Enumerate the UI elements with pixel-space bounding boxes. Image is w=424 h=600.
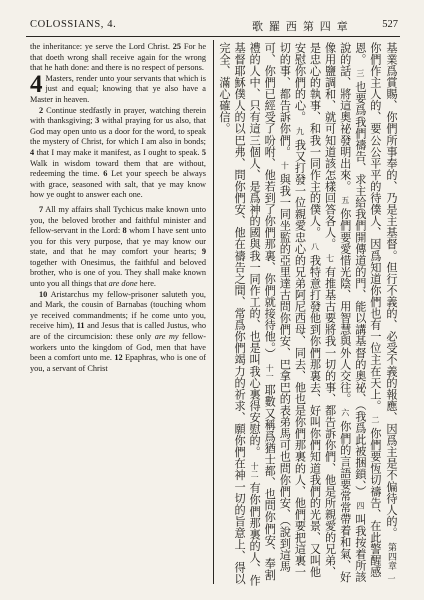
page-number: 527 xyxy=(382,19,398,30)
verse-text: Walk in wisdom toward them that are without, redeeming the time. xyxy=(30,158,206,179)
verse-number: 四 xyxy=(355,501,365,510)
verse-paragraph xyxy=(30,42,206,74)
verse-number: 2 xyxy=(39,105,44,115)
verse-text: that I may make it manifest, as I ought to speak. xyxy=(36,147,200,157)
verse-number: 八 xyxy=(310,242,320,251)
verse-number: 6 xyxy=(103,169,108,179)
page-header xyxy=(26,16,400,37)
verse-text: withal praying for us also, that God may open unto us a door for the word, to speak the mystery of Christ, for which I am also in bonds; xyxy=(30,116,207,147)
verse-text: 你們的言語要常常帶着和氣、好像用鹽調和、就可知道該怎樣回答各人。 xyxy=(323,42,352,583)
verse-number: 7 xyxy=(39,204,44,214)
verse-number: 三 xyxy=(355,69,365,78)
verse-text: Let your speech be always with grace, seasoned with salt, that ye may know how ye ought to answer each one. xyxy=(30,169,207,200)
chinese-running-title: 歌 羅 西 第 四 章 xyxy=(252,21,350,33)
verse-text: 你們作主人的、要公公平平的待僕人、因爲知道你們也有一位主在天上。 xyxy=(368,42,382,412)
verse-text: whom I have sent unto you for this very purpose, that ye may know our state, and that he may comfort your hearts; xyxy=(30,226,206,257)
italic-supplied-words: are my xyxy=(154,332,179,342)
verse-text: 有你們那裏的人、作基督耶穌僕人的以巴弗、問你們安、他在禱告之間、常爲你們竭力的祈求、願你們在神一切的旨意上、得以完全、滿心確信。 xyxy=(217,42,262,587)
verse-number: 六 xyxy=(340,408,350,417)
verse-number: 4 xyxy=(30,147,35,157)
verse-number: 12 xyxy=(114,353,123,363)
verse-paragraph xyxy=(30,290,206,375)
verse-number: 8 xyxy=(122,226,127,236)
verse-text: 與我一同坐監的亞里達古問你們安、巴拿巴的表弟馬可也問你們安、（說到這馬可、你們已經受了吩咐、他若到了你們那裏、你們就接待他。） xyxy=(263,42,292,573)
verse-number: 5 xyxy=(201,147,206,157)
verse-number: 九 xyxy=(295,126,305,136)
chapter-number-dropcap: 4 xyxy=(30,70,43,98)
verse-number: 25 xyxy=(172,42,182,51)
verse-text: 我又打發一位親愛忠心的兄弟阿尼西母、同去、他也是你們那裏的人、他們要把這裏一切的事、都告訴你們。 xyxy=(278,42,307,578)
verse-text: For he that doeth wrong shall receive again for the wrong that he hath done: and there is no respect of persons. xyxy=(30,42,207,73)
verse-text: Masters, render unto your servants that which is just and equal; knowing that ye also have a Master in heaven. xyxy=(30,73,206,104)
chinese-column xyxy=(217,42,399,587)
verse-number: 十一 xyxy=(265,363,275,381)
verse-paragraph xyxy=(30,205,206,290)
verse-text: 也要爲我們禱告、求主給我們開傳道的門、能以講基督的奧祕、（我爲此被捆鎖、） xyxy=(353,81,367,498)
verse-text: 耶數又稱爲猶士都、也問你們安、奉割禮的人中、只有這三個人、是爲神的國與我一同作工的、也是叫我心裏得安慰的。 xyxy=(248,42,277,581)
verse-text: here. xyxy=(139,279,156,289)
verse-number: 七 xyxy=(325,253,335,263)
verse-number: 10 xyxy=(39,289,48,299)
verse-number: 11 xyxy=(76,321,85,331)
verse-text: 叫我按着所該說的話、將這奧祕發明出來。 xyxy=(338,42,367,583)
verse-number: 五 xyxy=(340,196,350,205)
verse-number: 3 xyxy=(95,116,100,126)
verse-text: Aristarchus my fellow-prisoner saluteth you, and Mark, the cousin of Barnabas (touching whom ye received commandments; if he come unto you, receive him), xyxy=(30,289,206,331)
verse-text: and Jesus that is called Justus, who are of the circumcision: these only xyxy=(30,321,207,342)
chapter-opening-paragraph xyxy=(30,70,206,106)
verse-number: 十二 xyxy=(250,461,260,479)
verse-text: together with Onesimus, the faithful and beloved brother, who is one of you. They shall make known unto you all things that xyxy=(30,257,206,289)
english-running-title: COLOSSIANS, 4. xyxy=(30,19,117,30)
verse-number: 十 xyxy=(280,161,290,170)
verse-text: the inheritance: ye serve the Lord Christ. xyxy=(30,42,170,51)
verse-text: 我特意打發他到你們那裏去、好叫你們知道我們的光景、又叫他安慰你們的心。 xyxy=(293,42,322,578)
verse-number: 9 xyxy=(201,247,206,257)
verse-number: 二 xyxy=(370,415,380,424)
verse-text: fellow-workers unto the kingdom of God, men that have been a comfort unto me. xyxy=(30,332,206,363)
verse-paragraph xyxy=(30,106,206,201)
verse-text: 你們要恆切禱告、在此警醒感恩。 xyxy=(353,42,382,578)
verse-text: 你們要愛惜光陰、用智慧與外人交往。 xyxy=(338,208,352,405)
column-divider xyxy=(213,40,214,584)
italic-supplied-words: are done xyxy=(108,279,138,289)
verse-text: Epaphras, who is one of you, a servant of Christ xyxy=(30,353,207,373)
verse-text: Continue stedfastly in prayer, watching therein with thanksgiving; xyxy=(30,105,206,126)
verse-text: 有推基古要將我一切的事、都告訴你們、他是所親愛的兄弟、是忠心的執事、和我一同作主的僕人。 xyxy=(308,42,337,578)
verse-text: 基業爲賞賜、你們所事奉的、乃是主基督。但行不義的、必受不義的報應、因爲主是不偏待人的。 xyxy=(385,42,398,539)
verse-number: 一 xyxy=(387,574,396,583)
chapter-heading: 第四章 xyxy=(386,542,396,571)
verse-text: All my affairs shall Tychicus make known unto you, the beloved brother and faithful minister and fellow-servant in the Lord: xyxy=(30,204,206,236)
english-column xyxy=(30,42,206,587)
